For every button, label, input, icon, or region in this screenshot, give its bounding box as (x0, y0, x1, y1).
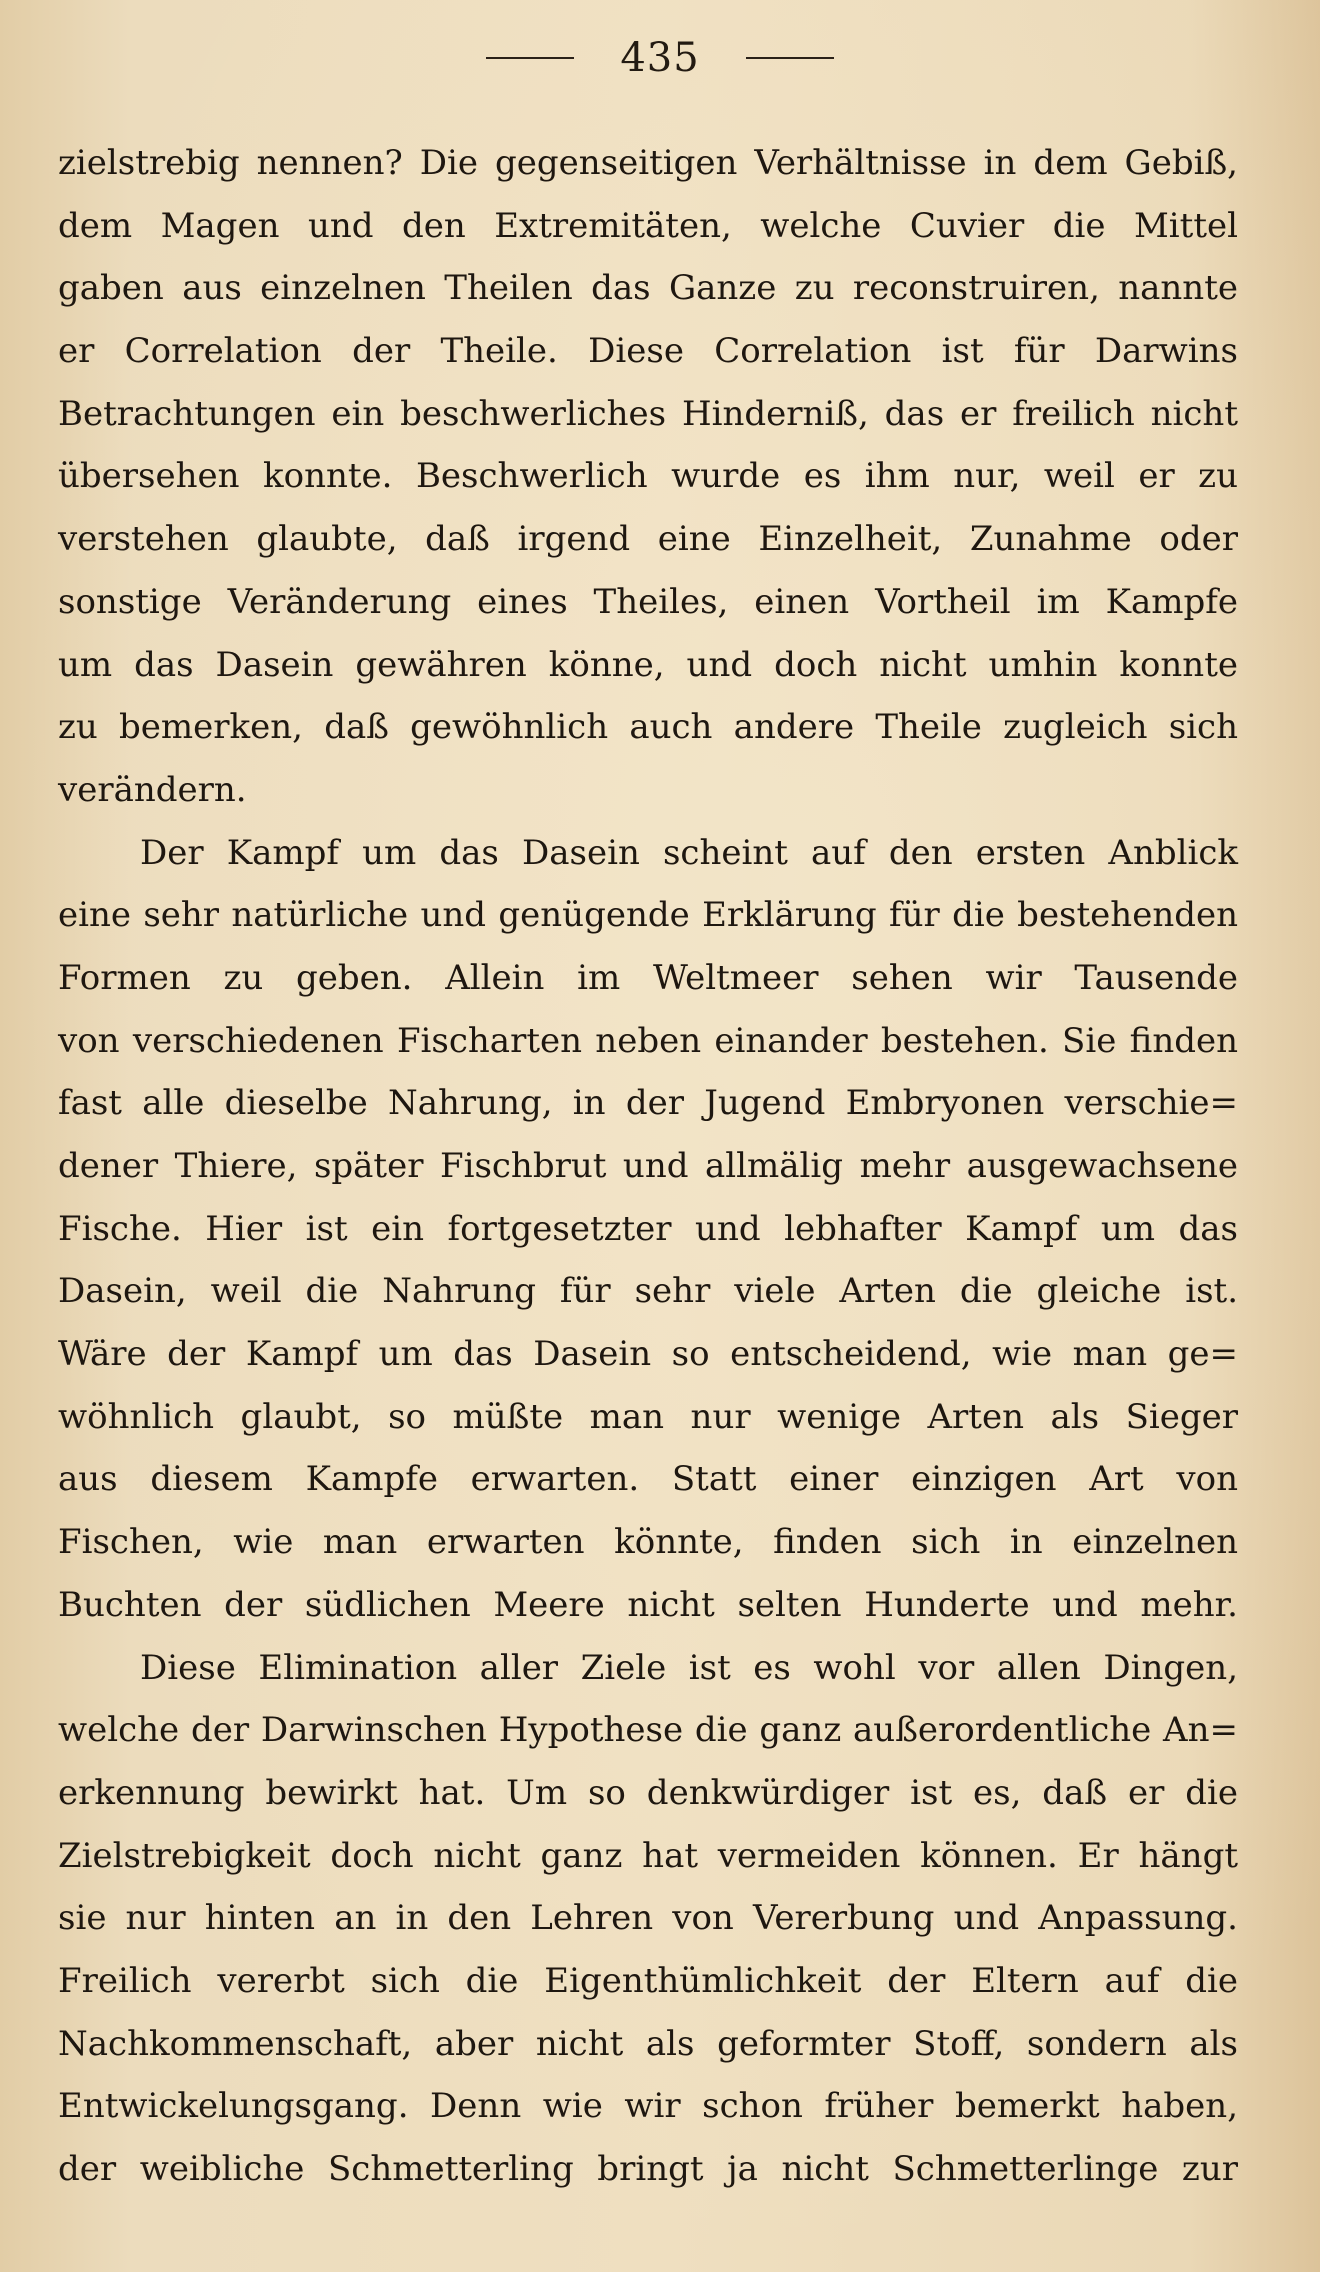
text-line: der weibliche Schmetterling bringt ja nicht Schmetterlinge zur (58, 2149, 1238, 2189)
text-line: welche der Darwinschen Hypothese die ganz außerordentliche An= (58, 1710, 1238, 1751)
text-line: Zielstrebigkeit doch nicht ganz hat vermeiden können. Er hängt (58, 1835, 1238, 1876)
text-line: Dasein, weil die Nahrung für sehr viele Arten die gleiche ist. (58, 1271, 1238, 1312)
text-line: Nachkommenschaft, aber nicht als geformter Stoff, sondern als (58, 2023, 1238, 2064)
text-line: dem Magen und den Extremitäten, welche Cuvier die Mittel (58, 205, 1238, 246)
text-line: um das Dasein gewähren könne, und doch nicht umhin konnte (58, 644, 1238, 685)
text-line: Fischen, wie man erwarten könnte, finden sich in einzelnen (58, 1522, 1238, 1563)
text-line: Betrachtungen ein beschwerliches Hinderniß, das er freilich nicht (58, 393, 1238, 434)
text-line: Entwickelungsgang. Denn wie wir schon früher bemerkt haben, (58, 2086, 1238, 2127)
text-line: erkennung bewirkt hat. Um so denkwürdiger ist es, daß er die (58, 1772, 1238, 1813)
page-header (0, 30, 1320, 86)
header-rule-right (746, 57, 834, 59)
text-line: Fische. Hier ist ein fortgesetzter und lebhafter Kampf um das (58, 1208, 1238, 1249)
text-line: Der Kampf um das Dasein scheint auf den ersten Anblick (140, 832, 1238, 873)
text-line: zu bemerken, daß gewöhnlich auch andere Theile zugleich sich (58, 707, 1238, 748)
text-line: Buchten der südlichen Meere nicht selten Hunderte und mehr. (58, 1584, 1238, 1625)
text-line: zielstrebig nennen? Die gegenseitigen Verhältnisse in dem Gebiß, (58, 143, 1238, 183)
body-text (58, 132, 1238, 2201)
text-line: verstehen glaubte, daß irgend eine Einzelheit, Zunahme oder (58, 519, 1238, 560)
text-line: er Correlation der Theile. Diese Correlation ist für Darwins (58, 331, 1238, 372)
text-line: übersehen konnte. Beschwerlich wurde es ihm nur, weil er zu (58, 456, 1238, 497)
text-line: dener Thiere, später Fischbrut und allmälig mehr ausgewachsene (58, 1146, 1238, 1186)
text-line: Wäre der Kampf um das Dasein so entscheidend, wie man ge= (58, 1334, 1238, 1375)
text-line: aus diesem Kampfe erwarten. Statt einer einzigen Art von (58, 1459, 1238, 1500)
text-line: fast alle dieselbe Nahrung, in der Jugend Embryonen verschie= (58, 1083, 1238, 1124)
text-line: sonstige Veränderung eines Theiles, einen Vortheil im Kampfe (58, 581, 1238, 622)
text-line: verändern. (58, 769, 247, 810)
text-line: Formen zu geben. Allein im Weltmeer sehen wir Tausende (58, 957, 1238, 998)
text-line: wöhnlich glaubt, so müßte man nur wenige Arten als Sieger (58, 1396, 1238, 1437)
text-line: Freilich vererbt sich die Eigenthümlichkeit der Eltern auf die (58, 1960, 1238, 2001)
header-rule-left (486, 57, 574, 59)
text-line: gaben aus einzelnen Theilen das Ganze zu reconstruiren, nannte (58, 268, 1238, 309)
page-number: 435 (620, 35, 700, 81)
text-line: Diese Elimination aller Ziele ist es wohl vor allen Dingen, (140, 1647, 1238, 1688)
text-line: von verschiedenen Fischarten neben einander bestehen. Sie finden (58, 1020, 1238, 1061)
text-line: eine sehr natürliche und genügende Erklärung für die bestehenden (58, 895, 1238, 936)
text-line: sie nur hinten an in den Lehren von Vererbung und Anpassung. (58, 1898, 1238, 1939)
